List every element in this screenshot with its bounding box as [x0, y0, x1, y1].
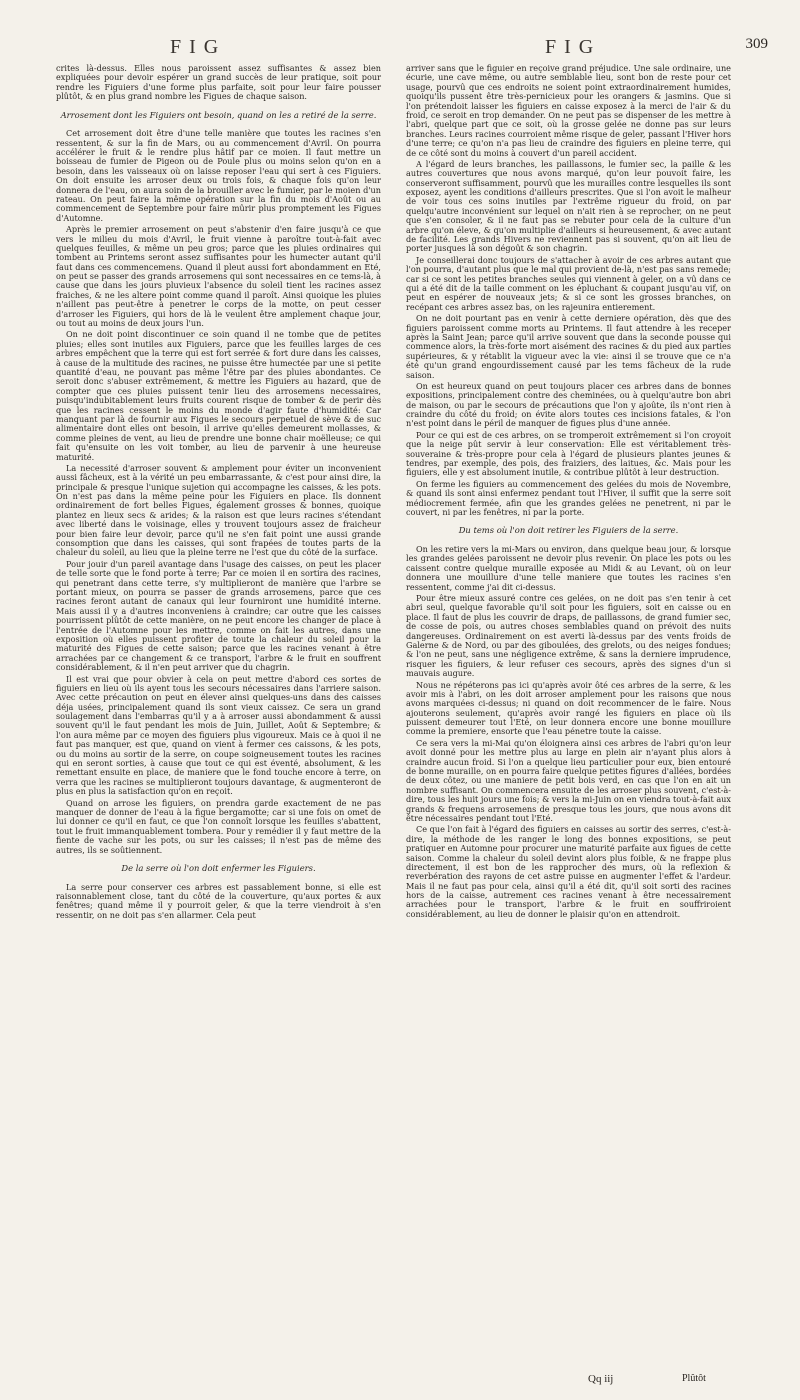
- paragraph: On ferme les figuiers au commencement des gelées du mois de Novembre, & quand ils sont ainsi enfermez pendant tout l'Hiver, il suffit que la serre soit médiocrement fermée, afin que les grandes gelées ne penetrent, ni par le couvert, ni par les fenêtres, ni par la porte.: [406, 478, 731, 517]
- section-heading: Arrosement dont les Figuiers ont besoin, quand on les a retiré de la serre.: [60, 109, 377, 120]
- running-head-left: FIG: [170, 36, 227, 58]
- left-column: [56, 64, 381, 922]
- section-heading: Du tems où l'on doit retirer les Figuiers de la serre.: [458, 525, 679, 536]
- paragraph: On les retire vers la mi-Mars ou environ, dans quelque beau jour, & lorsque les grandes gelées paroissent ne devoir plus revenir. On place les pots ou les caissent contre quelque muraille exposée au Midi & au Levant, où on leur donnera une mouillure d'une telle maniere que toutes les racines s'en ressentent, comme j'ai dit ci-dessus.: [406, 544, 731, 592]
- paragraph: La serre pour conserver ces arbres est passablement bonne, si elle est raisonnablement close, tant du côté de la couverture, qu'aux portes & aux fenêtres; quand même il y pourroit geler, & que la terre viendroit à s'en ressentir, on ne doit pas s'en allarmer. Cela peut: [56, 881, 381, 920]
- paragraph: Nous ne répéterons pas ici qu'après avoir ôté ces arbres de la serre, & les avoir mis à l'abri, on les doit arroser amplement pour les raisons que nous avons marquées ci-dessus; ni quand on doit recommencer de le faire. Nous ajouterons seulement, qu'après avoir rangé les figuiers en place où ils puissent demeurer tout l'Eté, on leur donnera encore une bonne mouillure comme la premiere, ensorte que l'eau pénetre toute la caisse.: [406, 679, 731, 737]
- paragraph: Pour être mieux assuré contre ces gelées, on ne doit pas s'en tenir à cet abri seul, quelque favorable qu'il soit pour les figuiers, soit en caisse ou en place. Il faut de plus les couvrir de draps, de paillassons, de grand fumier sec, de cosse de pois, ou autres choses semblables quand on prévoit des nuits dangereuses. Ordinairement on est averti là-dessus par des vents froids de Galerne & de Nord, ou par des giboulées, des grelots, ou des neiges fondues; & l'on ne peut, sans une négligence extrême, & sans la derniere imprudence, risquer les figuiers, & leur refuser ces secours, après des signes d'un si mauvais augure.: [406, 592, 731, 679]
- running-head-right: FIG: [545, 36, 602, 58]
- paragraph: On est heureux quand on peut toujours placer ces arbres dans de bonnes expositions, principalement contre des cheminées, ou à quelqu'autre bon abri de maison, ou par le secours de précautions que l'on y ajoûte, ils n'ont rien à craindre du côté du froid; on évite alors toutes ces incisions fatales, & l'on n'est point dans le péril de manquer de figues plus d'une année.: [406, 380, 731, 429]
- paragraph: Ce que l'on fait à l'égard des figuiers en caisses au sortir des serres, c'est-à-dire, la méthode de les ranger le long des bonnes expositions, se peut pratiquer en Automne pour procurer une maturité parfaite aux figues de cette saison. Comme la chaleur du soleil devint alors plus foible, & ne frappe plus directement, il est bon de les rapprocher des murs, où la reflexion & reverbération des rayons de cet astre puisse en augmenter l'effet & l'ardeur. Mais il ne faut pas pour cela, ainsi qu'il a été dit, qu'il soit sorti des racines hors de la caisse, autrement ces racines venant à être necessairement arrachées pour le transport, l'arbre & le fruit en souffriroient considérablement, au lieu de donner le plaisir qu'on en attendroit.: [406, 824, 731, 919]
- paragraph: Je conseillerai donc toujours de s'attacher à avoir de ces arbres autant que l'on pourra, d'autant plus que le mal qui provient de-là, n'est pas sans remede; car si ce sont les petites branches seules qui viennent à geler, on a vû dans ce qui a été dit de la taille comment on les épluchant & coupant jusqu'au vif, on peut en espérer de nouveaux jets; & si ce sont les grosses branches, on recépant ces arbres assez bas, on les rajeunira entierement.: [406, 254, 731, 312]
- paragraph: Ce sera vers la mi-Mai qu'on éloignera ainsi ces arbres de l'abri qu'on leur avoit donné pour les mettre plus au large en plein air n'ayant plus alors à craindre aucun froid. Si l'on a quelque lieu particulier pour eux, bien entouré de bonne muraille, on en pourra faire quelque petites figures d'allées, bordées de deux côtez, ou une maniere de petit bois verd, en cas que l'on en ait un nombre suffisant. On commencera ensuite de les arroser plus souvent, c'est-à-dire, tous les huit jours une fois; & vers la mi-Juin on en viendra tout-à-fait aux grands & frequens arrosemens de presque tous les jours, que nous avons dit être nécessaires pendant tout l'Eté.: [406, 737, 731, 823]
- paragraph: Quand on arrose les figuiers, on prendra garde exactement de ne pas manquer de donner de l'eau à la figue bergamotte; car si une fois on omet de lui donner ce qu'il en faut, ce que l'on connoît lorsque les feuilles s'abattent, tout le fruit immanquablement tombera. Pour y remédier il y faut mettre de la fiente de vache sur les pots, ou sur les caisses; il n'est pas de même des autres, ils se soûtiennent.: [56, 797, 381, 855]
- paragraph: arriver sans que le figuier en reçoive grand préjudice. Une sale ordinaire, une écurie, une cave même, ou autre semblable lieu, sont bon de reste pour cet usage, pourvû que ces endroits ne soient point extraordinairement humides, quoiqu'ils pussent être très-pernicieux pour les orangers & jasmins. Que si l'on prétendoit laisser les figuiers en caisse exposez à la merci de l'air & du froid, ce seroit en trop demander. On ne peut pas se dispenser de les mettre à l'abri, quelque part que ce soit, où la grosse gelée ne donne pas sur leurs branches. Leurs racines courroient même risque de geler, passant l'Hiver hors d'une terre; ce qu'on n'a pas lieu de craindre des figuiers en pleine terre, qui de ce côté sont du moins à couvert d'un pareil accident.: [406, 63, 731, 158]
- paragraph: Pour ce qui est de ces arbres, on se tromperoit extrêmement si l'on croyoit que la neige pût servir à leur conservation: Elle est véritablement très-souveraine & très-propre pour cela à l'égard de plusieurs plantes jeunes & tendres, par exemple, des pois, des fraiziers, des laitues, &c. Mais pour les figuiers, elle y est absolument inutile, & contribue plûtôt à leur destruction.: [406, 429, 731, 478]
- paragraph: A l'égard de leurs branches, les paillassons, le fumier sec, la paille & les autres couvertures que nous avons marqué, qu'on leur pouvoit faire, les conserveront suffisamment, pourvû que les murailles contre lesquelles ils sont exposez, ayent les conditions d'ailleurs prescrites. Que si l'on avoit le malheur de voir tous ces soins inutiles par l'extrême rigueur du froid, on par quelqu'autre inconvénient sur lequel on n'ait rien à se reprocher, on ne peut que s'en consoler, & il ne faut pas se rebuter pour cela de la culture d'un arbre qu'on éleve, & qu'on multiplie d'ailleurs si heureusement, & avec autant de facilité. Les grands Hivers ne reviennent pas si souvent, qu'on ait lieu de porter jusques là son dégoût & son chagrin.: [406, 158, 731, 254]
- paragraph: On ne doit point discontinuer ce soin quand il ne tombe que de petites pluies; elles sont inutiles aux Figuiers, parce que les feuilles larges de ces arbres empêchent que la terre qui est fort serrée & fort dure dans les caisses, à cause de la multitude des racines, ne puisse être humectée par une si petite quantité d'eau, ne pouvant pas même l'être par des pluies abondantes. Ce seroit donc s'abuser extrêmement, & mettre les Figuiers au hazard, que de compter que ces pluies puissent tenir lieu des arrosemens necessaires, puisqu'indubitablement leurs fruits courent risque de tomber & de perir dès que les racines cessent le moins du monde d'agir faute d'humidité: Car manquant par là de fournir aux Figues le secours perpetuel de sève & de suc alimentaire dont elles ont besoin, il arrive qu'elles demeurent mollasses, & comme pleines de vent, au lieu de prendre une bonne chair moëlleuse; ce qui fait qu'ensuite on les voit tomber, au lieu de parvenir à une heureuse maturité.: [56, 329, 381, 462]
- section-heading: De la serre où l'on doit enfermer les Figuiers.: [121, 862, 316, 873]
- paragraph: Après le premier arrosement on peut s'abstenir d'en faire jusqu'à ce que vers le milieu du mois d'Avril, le fruit vienne à paroître tout-à-fait avec quelques feuilles, & même un peu gros; parce que les pluies ordinaires qui tombent au Printems seront assez suffisantes pour les humecter autant qu'il faut dans ces commencemens. Quand il pleut aussi fort abondamment en Eté, on peut se passer des grands arrosemens qui sont necessaires en ce tems-là, à cause que dans les jours pluvieux l'absence du soleil tient les racines assez fraiches, & ne les altere point comme quand il paroît. Ainsi quoique les pluies n'aillent pas peut-être à penetrer le corps de la motte, on peut cesser d'arroser les Figuiers, qui hors de là le veulent être amplement chaque jour, ou tout au moins de deux jours l'un.: [56, 224, 381, 329]
- signature-mark: Qq iij: [588, 1373, 614, 1385]
- catchword: Plûtôt: [682, 1373, 706, 1384]
- paragraph: On ne doit pourtant pas en venir à cette derniere opération, dès que des figuiers paroissent comme morts au Printems. Il faut attendre à les receper après la Saint Jean; parce qu'il arrive souvent que dans la seconde pousse qui commence alors, la très-forte mort aisément des racines & du pied aux parties supérieures, & y rétablit la vigueur avec la vie: ainsi il se trouve que ce n'a été qu'un grand engourdissement causé par les tems fâcheux de la rude saison.: [406, 313, 731, 380]
- right-column: [406, 64, 731, 921]
- paragraph: crites là-dessus. Elles nous paroissent assez suffisantes & assez bien expliquées pour devoir espérer un grand succès de leur pratique, soit pour rendre les Figuiers d'une forme plus parfaite, soit pour leur faire pousser plûtôt, & en plus grand nombre les Figues de chaque saison.: [56, 63, 381, 102]
- page-number: 309: [745, 36, 768, 52]
- paragraph: Cet arrosement doit être d'une telle manière que toutes les racines s'en ressentent, & sur la fin de Mars, ou au commencement d'Avril. On pourra accélérer le fruit & le rendre plus hâtif par ce moien. Il faut mettre un boisseau de fumier de Pigeon ou de Poule plus ou moins selon qu'on en a besoin, dans les vaisseaux où on laisse reposer l'eau qui sert à ces Figuiers. On doit ensuite les arroser deux ou trois fois, & chaque fois qu'on leur donnera de l'eau, on aura soin de la brouiller avec le fumier, par le moien d'un rateau. On peut faire la même opération sur la fin du mois d'Août ou au commencement de Septembre pour faire mûrir plus promptement les Figues d'Automne.: [56, 128, 381, 223]
- paragraph: La necessité d'arroser souvent & amplement pour éviter un inconvenient aussi fâcheux, est à la vérité un peu embarrassante, & c'est pour ainsi dire, la principale & presque l'unique sujetion qui accompagne les caisses, & les pots. On n'est pas dans la même peine pour les Figuiers en place. Ils donnent ordinairement de fort belles Figues, également grosses & bonnes, quoique plantez en lieux secs & arides; & la raison est que leurs racines s'étendant avec liberté dans le voisinage, elles y trouvent toujours assez de fraicheur pour bien faire leur devoir, parce qu'il ne s'en fait point une aussi grande consomption que dans les caisses, qui sont frapées de toutes parts de la chaleur du soleil, au lieu que la pleine terre ne l'est que du côté de la surface.: [56, 462, 381, 558]
- paragraph: Il est vrai que pour obvier à cela on peut mettre d'abord ces sortes de figuiers en lieu où ils ayent tous les secours nécessaires dans l'arriere saison. Avec cette précaution on peut en élever ainsi quelques-uns dans des caisses déja usées, principalement quand ils sont vieux caissez. Ce sera un grand soulagement dans l'embarras qu'il y a à arroser aussi abondamment & aussi souvent qu'il le faut pendant les mois de Juin, Juillet, Août & Septembre; & l'on aura même par ce moyen des figuiers plus vigoureux. Mais ce à quoi il ne faut pas manquer, est que, quand on vient à fermer ces caissons, & les pots, ou du moins au sortir de la serre, on coupe soigneusement toutes les racines qui en seront sorties, à cause que tout ce qui est éventé, absolument, & les remettant ensuite en place, de maniere que le fond touche encore à terre, on verra que les racines se multiplieront toujours davantage, & augmenteront de plus en plus la satisfaction qu'on en reçoit.: [56, 673, 381, 797]
- paragraph: Pour jouir d'un pareil avantage dans l'usage des caisses, on peut les placer de telle sorte que le fond porte à terre; Par ce moien il en sortira des racines, qui penetrant dans cette terre, s'y multiplieront de manière que l'arbre se portant mieux, on pourra se passer de grands arrosemens, parce que ces racines feront autant de canaux qui leur fourniront une humidité interne. Mais aussi il y a d'autres inconveniens à craindre; car outre que les caisses pourrissent plûtôt de cette manière, on ne peut encore les changer de place à l'entrée de l'Automne pour les mettre, comme on fait les autres, dans une exposition où elles puissent profiter de toute la chaleur du soleil pour la maturité des Figues de cette saison; parce que les racines venant à être arrachées par ce changement & ce transport, l'arbre & le fruit en souffrent considérablement, & il n'en peut arriver que du chagrin.: [56, 558, 381, 673]
